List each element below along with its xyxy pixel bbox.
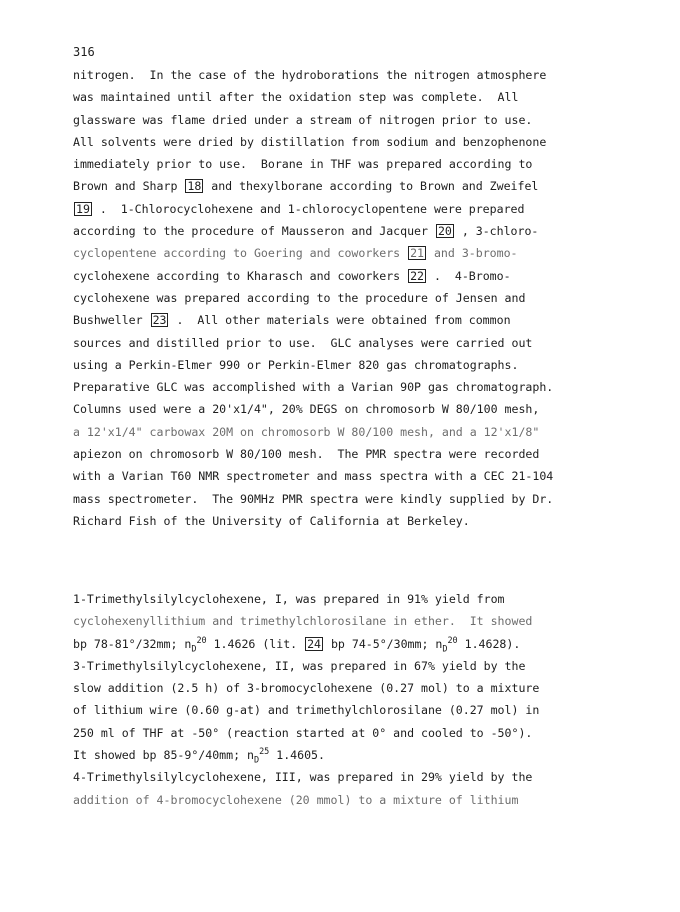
citation-ref: 24	[307, 636, 322, 651]
text-line: apiezon on chromosorb W 80/100 mesh. The PMR spectra were recorded	[73, 447, 540, 462]
citation-ref: 20	[437, 224, 452, 239]
text-line: mass spectrometer. The 90MHz PMR spectra were kindly supplied by Dr.	[73, 491, 554, 506]
page-number: 316	[73, 45, 95, 59]
text-line: immediately prior to use. Borane in THF was prepared according to	[73, 157, 533, 172]
text-line: with a Varian T60 NMR spectrometer and mass spectra with a CEC 21-104	[73, 469, 554, 484]
superscript: 20	[196, 635, 207, 646]
text-line	[73, 175, 633, 197]
citation-ref: 23	[152, 313, 167, 328]
text-run: cyclopentene according to Goering and coworkers	[73, 246, 408, 261]
text-line	[73, 265, 633, 287]
text-line: Richard Fish of the University of California at Berkeley.	[73, 513, 470, 528]
citation-ref: 21	[410, 246, 425, 261]
text-line: 1-Trimethylsilylcyclohexene, I, was prepared in 91% yield from	[73, 592, 505, 606]
text-line: Preparative GLC was accomplished with a Varian 90P gas chromatograph.	[73, 380, 554, 395]
text-line: 4-Trimethylsilylcyclohexene, III, was prepared in 29% yield by the	[73, 770, 533, 785]
text-line	[73, 198, 633, 220]
text-line: a 12'x1/4" carbowax 20M on chromosorb W 80/100 mesh, and a 12'x1/8"	[73, 424, 540, 439]
text-line	[73, 633, 633, 655]
text-line: 250 ml of THF at -50° (reaction started at 0° and cooled to -50°).	[73, 725, 533, 740]
text-line: Columns used were a 20'x1/4", 20% DEGS on chromosorb W 80/100 mesh,	[73, 402, 540, 417]
text-line: 3-Trimethylsilylcyclohexene, II, was prepared in 67% yield by the	[73, 658, 526, 673]
text-run: 1.4626 (lit.	[206, 636, 305, 651]
citation-ref: 22	[410, 268, 425, 283]
superscript: 25	[259, 747, 270, 758]
text-line: cyclohexene was prepared according to the procedure of Jensen and	[73, 290, 526, 305]
text-line: was maintained until after the oxidation step was complete. All	[73, 90, 519, 105]
text-line: slow addition (2.5 h) of 3-bromocyclohexene (0.27 mol) to a mixture	[73, 681, 540, 696]
text-run: , 3-chloro-	[454, 224, 539, 239]
text-run: . 4-Bromo-	[427, 268, 511, 283]
text-line: of lithium wire (0.60 g-at) and trimethylchlorosilane (0.27 mol) in	[73, 703, 540, 718]
text-line	[73, 220, 633, 242]
experimental-paragraph-1	[73, 64, 633, 532]
text-run: bp 74-5°/30mm; n	[324, 636, 443, 651]
text-run: according to the procedure of Mausseron and Jacquer	[73, 224, 435, 239]
citation-ref: 19	[76, 201, 90, 216]
text-line	[73, 309, 633, 331]
experimental-paragraph-2	[73, 588, 633, 811]
text-run: Bushweller	[73, 313, 150, 328]
text-line: addition of 4-bromocyclohexene (20 mmol) to a mixture of lithium	[73, 792, 519, 807]
text-line: All solvents were dried by distillation from sodium and benzophenone	[73, 134, 547, 149]
text-line: glassware was flame dried under a stream of nitrogen prior to use.	[73, 112, 533, 127]
subscript: D	[253, 755, 260, 766]
text-line	[73, 242, 633, 264]
text-run: and 3-bromo-	[427, 246, 518, 261]
subscript: D	[442, 643, 448, 654]
text-line: sources and distilled prior to use. GLC analyses were carried out	[73, 335, 533, 350]
text-run: . All other materials were obtained from common	[169, 313, 511, 328]
text-run: 1.4628).	[457, 636, 521, 651]
text-run: bp 78-81°/32mm; n	[73, 636, 192, 651]
citation-ref: 18	[187, 179, 202, 194]
text-line	[73, 744, 633, 766]
text-run: cyclohexene according to Kharasch and coworkers	[73, 268, 408, 283]
text-run: and thexylborane according to Brown and Zweifel	[204, 179, 539, 194]
text-run: It showed bp 85-9°/40mm; n	[73, 748, 254, 763]
text-run: Brown and Sharp	[73, 179, 185, 194]
text-run: 1.4605.	[269, 748, 325, 763]
subscript: D	[191, 643, 197, 654]
text-line: using a Perkin-Elmer 990 or Perkin-Elmer 820 gas chromatographs.	[73, 357, 519, 372]
text-line: nitrogen. In the case of the hydroborations the nitrogen atmosphere	[73, 68, 547, 82]
text-run: . 1-Chlorocyclohexene and 1-chlorocyclopentene were prepared	[92, 201, 525, 216]
superscript: 20	[447, 635, 458, 646]
text-line: cyclohexenyllithium and trimethylchlorosilane in ether. It showed	[73, 614, 533, 629]
